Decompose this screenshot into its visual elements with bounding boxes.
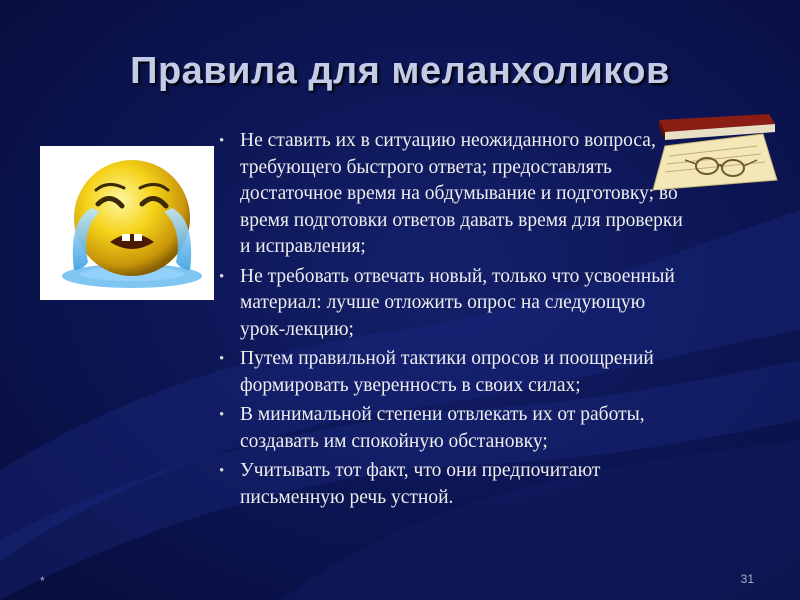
bullet-text: Учитывать тот факт, что они предпочитают письменную речь устной. [240, 460, 601, 508]
slide-number: 31 [740, 572, 754, 586]
bullet-dot: • [219, 133, 225, 149]
bullet-item [216, 264, 686, 344]
bullet-dot: • [219, 268, 225, 285]
bullet-text: В минимальной степени отвлекать их от работы, создавать им спокойную обстановку; [240, 404, 645, 452]
bullet-text: Не ставить их в ситуацию неожиданного вопроса, требующего быстрого ответа; предоставлять достаточное время на обдумывание и подготовку; во время подготовки ответов давать время для проверки и исправления; [240, 130, 683, 257]
bullet-text: Не требовать отвечать новый, только что усвоенный материал: лучше отложить опрос на следующую урок-лекцию; [240, 265, 675, 340]
bullet-item [216, 402, 686, 455]
crying-smiley-image [40, 146, 214, 300]
bullet-list [216, 128, 686, 514]
bullet-item [216, 458, 686, 511]
footer-marker: * [40, 574, 45, 588]
bullet-text: Путем правильной тактики опросов и поощрений формировать уверенность в своих силах; [240, 348, 654, 396]
crying-smiley-icon [40, 146, 214, 300]
slide-title: Правила для меланхоликов [130, 50, 670, 92]
bullet-item [216, 128, 686, 261]
bullet-dot: • [219, 407, 225, 423]
bullet-item [216, 346, 686, 399]
bullet-dot: • [219, 463, 225, 479]
bullet-dot: • [219, 351, 225, 367]
